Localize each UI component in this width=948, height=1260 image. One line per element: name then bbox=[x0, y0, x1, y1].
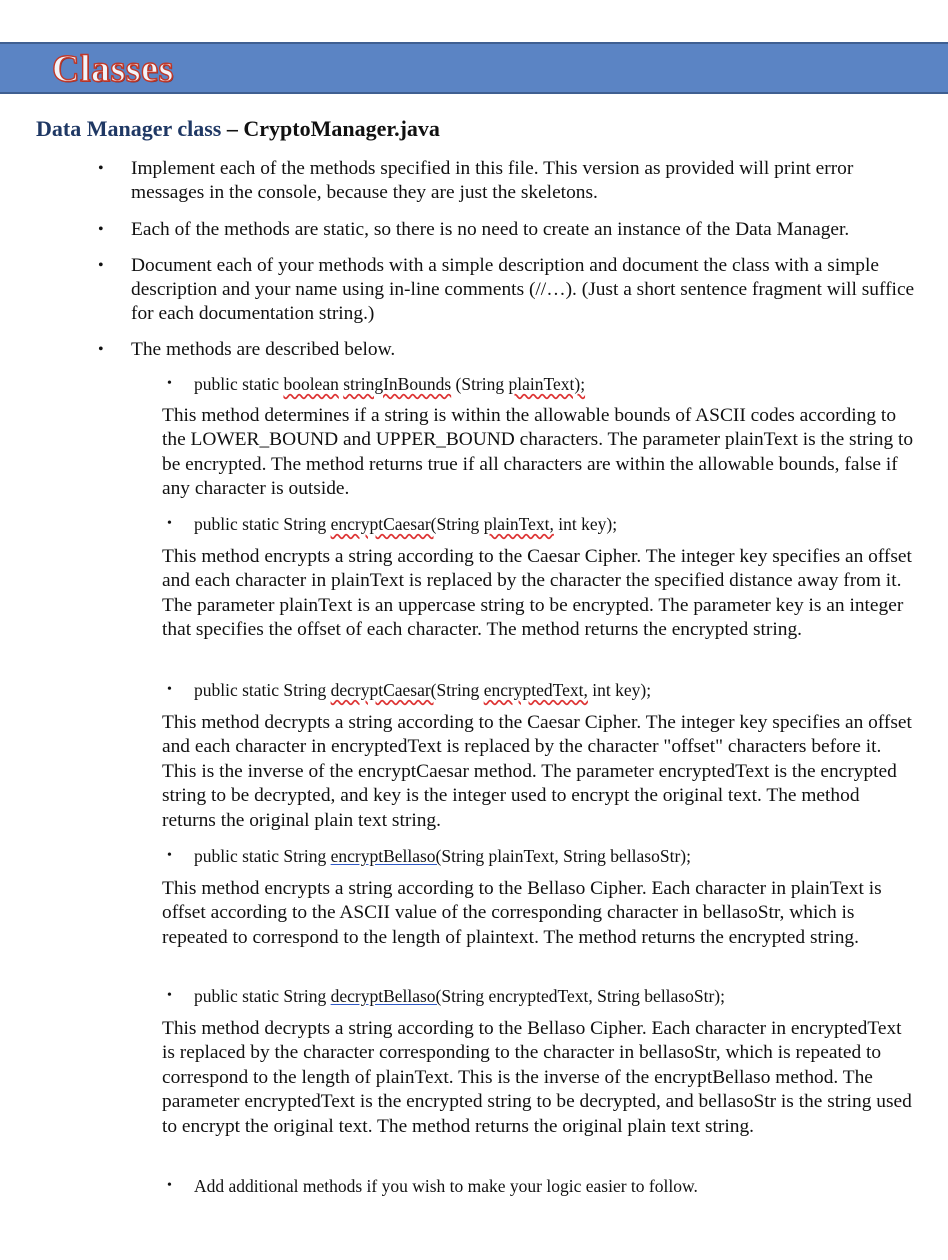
bullet-icon: • bbox=[98, 160, 104, 177]
sig-method-name: encryptCaesar( bbox=[330, 514, 437, 534]
method-signature bbox=[167, 845, 914, 867]
method-signature bbox=[167, 985, 914, 1007]
sig-params: (String bbox=[451, 374, 509, 394]
method-description: This method encrypts a string according to the Caesar Cipher. The integer key specifies an offset and each character in plainText is replaced by the character the specified distance away from it. The parameter plainText is an uppercase string to be encrypted. The parameter key is an integer that specifies the offset of each character. The method returns the encrypted string. bbox=[162, 546, 912, 641]
sig-method-name: decryptBellaso( bbox=[330, 986, 442, 1006]
bullet-icon: • bbox=[98, 341, 104, 358]
sig-params: String bbox=[436, 680, 484, 700]
method-signature bbox=[167, 1175, 914, 1197]
sig-end: int key); bbox=[553, 514, 618, 534]
bullet-icon: • bbox=[167, 988, 172, 1003]
sig-param-name: encryptedText, bbox=[483, 680, 588, 700]
section-heading bbox=[36, 116, 440, 142]
sig-end: int key); bbox=[587, 680, 652, 700]
sig-end: String plainText, String bellasoStr); bbox=[441, 846, 691, 866]
method-signature bbox=[167, 679, 914, 701]
method-description: This method encrypts a string according to the Bellaso Cipher. Each character in plainText is offset according to the ASCII value of the corresponding character in bellasoStr, which is repeated to correspond to the length of plaintext. The method returns the encrypted string. bbox=[162, 878, 882, 948]
bullet-text: Document each of your methods with a simple description and document the class with a simple description and your name using in-line comments (//…). (Just a short sentence fragment will suffice for each documentation string.) bbox=[131, 255, 915, 324]
bullet-item bbox=[98, 218, 921, 242]
heading-separator: – bbox=[221, 116, 244, 141]
method-signature bbox=[167, 373, 914, 395]
sig-params: String bbox=[436, 514, 484, 534]
bullet-icon: • bbox=[167, 516, 172, 531]
method-description: This method decrypts a string according to the Bellaso Cipher. Each character in encryptedText is replaced by the character corresponding to the character in bellasoStr, which is repeated to correspond to the length of plainText. This is the inverse of the encryptBellaso method. The parameter encryptedText is the encrypted string to be decrypted, and bellasoStr is the string used to encrypt the original text. The method returns the original plain text string. bbox=[162, 1018, 912, 1137]
sig-prefix: public static String bbox=[194, 986, 331, 1006]
method-description: This method determines if a string is within the allowable bounds of ASCII codes according to the LOWER_BOUND and UPPER_BOUND characters. The parameter plainText is the string to be encrypted. The method returns true if all characters are within the allowable bounds, false if any character is outside. bbox=[162, 405, 914, 500]
sig-end: String encryptedText, String bellasoStr); bbox=[441, 986, 725, 1006]
sig-prefix: public static String bbox=[194, 514, 331, 534]
bullet-item bbox=[98, 157, 921, 205]
sig-method-name: stringInBounds bbox=[343, 374, 452, 394]
sig-param-name: plainText); bbox=[508, 374, 586, 394]
bullet-icon: • bbox=[98, 257, 104, 274]
sig-method-name: encryptBellaso( bbox=[330, 846, 442, 866]
bullet-icon: • bbox=[167, 848, 172, 863]
sig-param-name: plainText, bbox=[483, 514, 554, 534]
bullet-text: Add additional methods if you wish to make your logic easier to follow. bbox=[194, 1176, 698, 1196]
sig-method-name: decryptCaesar( bbox=[330, 680, 437, 700]
banner-title: Classes bbox=[52, 48, 174, 90]
bullet-icon: • bbox=[167, 376, 172, 391]
bullet-item bbox=[98, 254, 921, 326]
sig-prefix: public static String bbox=[194, 846, 331, 866]
bullet-text: Implement each of the methods specified in this file. This version as provided will print error messages in the console, because they are just the skeletons. bbox=[131, 158, 854, 203]
bullet-item bbox=[98, 338, 921, 362]
section-banner bbox=[0, 42, 948, 94]
bullet-icon: • bbox=[167, 682, 172, 697]
bullet-text: The methods are described below. bbox=[131, 339, 396, 360]
method-signature bbox=[167, 513, 914, 535]
bullet-icon: • bbox=[98, 221, 104, 238]
sig-prefix: public static bbox=[194, 374, 284, 394]
bullet-text: Each of the methods are static, so there is no need to create an instance of the Data Manager. bbox=[131, 219, 850, 240]
method-description: This method decrypts a string according to the Caesar Cipher. The integer key specifies an offset and each character in encryptedText is replaced by the character "offset" characters before it. This is the inverse of the encryptCaesar method. The parameter encryptedText is the encrypted string to be decrypted, and key is the integer used to encrypt the original text. The method returns the original plain text string. bbox=[162, 712, 912, 831]
sig-prefix: public static String bbox=[194, 680, 331, 700]
sig-keyword: boolean bbox=[283, 374, 339, 394]
bullet-icon: • bbox=[167, 1178, 172, 1193]
heading-file-name: CryptoManager.java bbox=[243, 116, 440, 141]
heading-class-name: Data Manager class bbox=[36, 116, 222, 141]
